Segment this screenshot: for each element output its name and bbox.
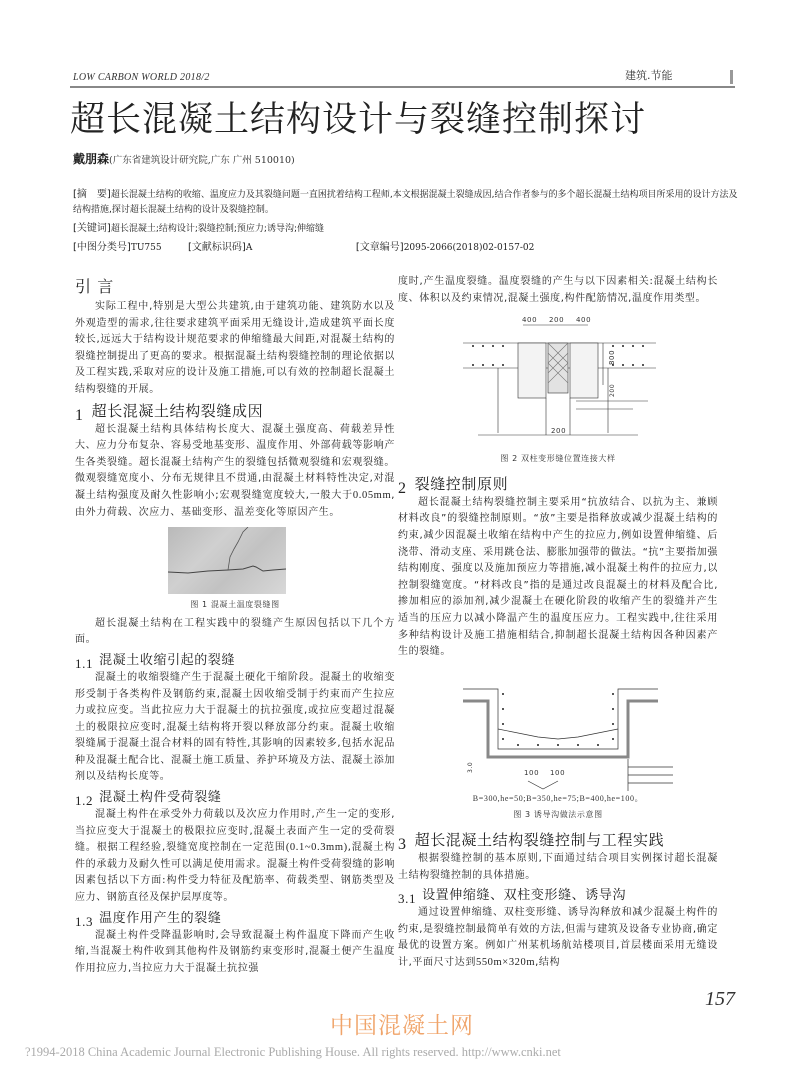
abstract-label: [摘 要] bbox=[73, 189, 111, 200]
section-1-1-heading bbox=[75, 651, 395, 670]
section-3-1-heading bbox=[398, 886, 718, 905]
causes-intro-paragraph: 超长混凝土结构在工程实践中的裂缝产生原因包括以下几个方面。 bbox=[75, 617, 395, 646]
section-1-2-paragraph bbox=[75, 807, 395, 907]
section-1-2-title: 混凝土构件受荷裂缝 bbox=[99, 790, 222, 806]
keywords-label: [关键词] bbox=[73, 223, 111, 234]
section-3-1-title: 设置伸缩缝、双柱变形缝、诱导沟 bbox=[422, 888, 627, 904]
section-1-1-number: 1.1 bbox=[75, 655, 94, 671]
section-1-1-paragraph: 混凝土的收缩裂缝产生于混凝土硬化干缩阶段。混凝土的收缩变形受制于各类构件及钢筋约束,混凝土因收缩受制于约束而产生拉应力或拉应变。当此拉应力大于混凝土的抗拉强度,或拉应变超过混凝土的极限拉应变时,混凝土结构将开裂以释放部分约束。混凝土收缩裂缝属于混凝土混合材料的固有特性,其影响的因素较多,包括水泥品种及混凝土配合比、混凝土施工质量、养护环境及方法、混凝土添加剂以及结构长度等。 bbox=[75, 671, 395, 783]
right-column bbox=[398, 274, 718, 971]
keywords bbox=[73, 221, 738, 237]
fig2-dim-5: 200 bbox=[609, 383, 616, 398]
section-1-3-continued: 度时,产生温度裂缝。温度裂缝的产生与以下因素相关:混凝土结构长度、体积以及约束情况,混凝土强度,构件配筋情况,温度作用类型。 bbox=[398, 276, 718, 304]
article-no-label: [文章编号] bbox=[355, 242, 404, 253]
figure-1-crack-photo bbox=[168, 527, 286, 594]
fig2-dim-1: 400 bbox=[522, 316, 538, 325]
section-3-heading bbox=[398, 830, 718, 851]
fig3-dim-2: 100 bbox=[550, 768, 566, 777]
fig3-dim-3: 3.0 bbox=[467, 761, 474, 773]
figure-2-drawing bbox=[458, 313, 658, 451]
crack-width-range: (0.1~0.3mm) bbox=[285, 842, 348, 854]
doc-code-label: [文献标识码] bbox=[188, 242, 246, 253]
section-1-3-title: 温度作用产生的裂缝 bbox=[99, 910, 222, 926]
clc-value: TU755 bbox=[130, 243, 162, 253]
author-line bbox=[73, 150, 295, 167]
section-1-2-number: 1.2 bbox=[75, 793, 94, 809]
figure-3-svg bbox=[458, 669, 688, 791]
fig3-dim-1: 100 bbox=[524, 768, 540, 777]
section-3-title: 超长混凝土结构裂缝控制与工程实践 bbox=[414, 830, 665, 849]
abstract bbox=[73, 187, 738, 218]
section-3-1-text-b: ,结构 bbox=[535, 956, 561, 968]
figure-3-note: B=300,he=50;B=350,he=75;B=400,he=100。 bbox=[472, 793, 644, 803]
clc-label: [中图分类号] bbox=[73, 242, 131, 253]
section-3-paragraph: 根据裂缝控制的基本原则,下面通过结合项目实例探讨超长混凝土结构裂缝控制的具体措施。 bbox=[398, 852, 718, 881]
section-tag-bar bbox=[730, 70, 733, 84]
fig2-dim-4: 800 bbox=[608, 350, 616, 366]
crack-width-value: 0.05mm bbox=[352, 489, 392, 501]
section-2-title: 裂缝控制原则 bbox=[414, 474, 509, 493]
section-3-number: 3 bbox=[398, 835, 407, 853]
section-1-text-a: 超长混凝土结构具体结构长度大、混凝土强度高、荷载差异性大、应力分布复杂、容易受地基变形、温度作用、外部荷载等影响产生各类裂缝。超长混凝土结构产生的裂缝包括微观裂缝和宏观裂缝。微观裂缝宽度小、分布无规律且不贯通,由混凝土材料特性决定,对混凝土结构强度及耐久性影响小;宏观裂缝宽度较大,一般大于 bbox=[75, 423, 395, 501]
section-tag: 建筑.节能 bbox=[625, 69, 673, 82]
section-1-1-title: 混凝土收缩引起的裂缝 bbox=[99, 652, 236, 668]
section-1-3-paragraph: 混凝土构件受降温影响时,会导致混凝土构件温度下降而产生收缩,当混凝土构件收到其他构件及钢筋约束变形时,混凝土便产生温度作用拉应力,当拉应力大于混凝土抗拉强 bbox=[75, 929, 395, 974]
figure-2-svg bbox=[458, 313, 658, 451]
section-1-3-number: 1.3 bbox=[75, 913, 94, 929]
author-affiliation: (广东省建筑设计研究院,广东 广州 510010) bbox=[109, 155, 295, 166]
article-no-value: 2095-2066(2018)02-0157-02 bbox=[403, 243, 535, 253]
doc-code-value: A bbox=[245, 243, 253, 253]
keywords-text: 超长混凝土;结构设计;裂缝控制;预应力;诱导沟;伸缩缝 bbox=[110, 224, 324, 234]
crack-lines bbox=[168, 527, 286, 594]
page-number: 157 bbox=[705, 988, 735, 1010]
section-3-1-paragraph bbox=[398, 905, 718, 971]
fig2-dim-6: 200 bbox=[551, 427, 567, 436]
section-1-2-text-a: 混凝土构件在承受外力荷载以及次应力作用时,产生一定的变形,当拉应变大于混凝土的极限拉应变时,混凝土表面产生一定的受荷裂缝。根据工程经验,裂缝宽度控制在一定范围 bbox=[75, 809, 395, 854]
section-1-3-heading bbox=[75, 909, 395, 928]
section-1-paragraph bbox=[75, 422, 395, 522]
section-2-paragraph: 超长混凝土结构裂缝控制主要采用“抗放结合、以抗为主、兼顾材料改良”的裂缝控制原则。“放”主要是指释放或减少混凝土结构的约束,减少因混凝土收缩在结构中产生的拉应力,例如设置伸缩缝、后浇带、滑动支座、采用跳仓法、膨胀加强带的做法。“抗”主要指加强结构刚度、强度以及施加预应力等措施,减小混凝土构件的拉应力,以控制裂缝宽度。“材料改良”指的是通过改良混凝土的材料及配合比,掺加相应的添加剂,减少混凝土在硬化阶段的收缩产生的裂缝并产生适当的压应力以减小降温产生的温度压应力。工程实践中,往往采用多种结构设计及施工措施相结合,抑制超长混凝土结构因各种因素产生的裂缝。 bbox=[398, 496, 718, 658]
section-1-text-b: ,由外力荷载、次应力、基础变形、温差变化等原因产生。 bbox=[75, 489, 395, 518]
section-1-2-text-b: ,混凝土构件的承载力及耐久性可以满足使用需求。混凝土构件受荷裂缝的影响因素包括以下方面:构件受力特征及配筋率、荷载类型、钢筋类型及应力、钢筋直径及保护层厚度等。 bbox=[75, 842, 395, 904]
fig2-dim-3: 400 bbox=[576, 316, 592, 325]
abstract-text: 超长混凝土结构的收缩、温度应力及其裂缝问题一直困扰着结构工程师,本文根据混凝土裂缝成因,结合作者参与的多个超长混凝土结构项目所采用的设计方法及结构措施,探讨超长混凝土结构的设计及裂缝控制。 bbox=[73, 190, 738, 215]
section-1-number: 1 bbox=[75, 406, 84, 424]
section-3-1-number: 3.1 bbox=[398, 891, 417, 907]
figure-3-drawing bbox=[458, 669, 688, 791]
intro-heading: 引 言 bbox=[75, 277, 114, 296]
section-2-number: 2 bbox=[398, 479, 407, 497]
classification-row bbox=[73, 240, 738, 256]
article-title: 超长混凝土结构设计与裂缝控制探讨 bbox=[70, 100, 647, 140]
section-1-2-heading bbox=[75, 788, 395, 807]
author-name: 戴朋森 bbox=[73, 152, 110, 166]
header-rule bbox=[70, 86, 735, 88]
section-3-1-text-a: 通过设置伸缩缝、双柱变形缝、诱导沟释放和减少混凝土构件的约束,是裂缝控制最简单有效的方法,但需与建筑及设备专业协商,确定最优的设置方案。例如广州某机场航站楼项目,首层楼面采用无缝设计,平面尺寸达到 bbox=[398, 907, 718, 968]
section-2-heading bbox=[398, 474, 718, 495]
intro-paragraph: 实际工程中,特别是大型公共建筑,由于建筑功能、建筑防水以及外观造型的需求,往往要求建筑平面采用无缝设计,造成建筑平面长度较长,远远大于结构设计规范要求的伸缩缝最大间距,对混凝土结构的裂缝控制提出了更高的要求。根据混凝土结构裂缝控制的理论依据以及工程实践,采取对应的设计及施工措施,可以有效的控制超长混凝土结构裂缝的开展。 bbox=[75, 301, 395, 395]
section-1-heading bbox=[75, 401, 395, 422]
section-1-title: 超长混凝土结构裂缝成因 bbox=[91, 401, 264, 420]
copyright-line: ?1994-2018 China Academic Journal Electronic Publishing House. All rights reserved. http://www.cnki.net bbox=[25, 1045, 561, 1059]
watermark-logo: 中国混凝土网 bbox=[330, 1013, 474, 1039]
figure-1-caption: 图 1 混凝土温度裂缝图 bbox=[190, 600, 280, 610]
figure-2-caption: 图 2 双柱变形缝位置连接大样 bbox=[500, 454, 616, 464]
fig2-dim-2: 200 bbox=[549, 316, 565, 325]
plan-size-value: 550m×320m bbox=[475, 956, 536, 968]
journal-name: LOW CARBON WORLD 2018/2 bbox=[73, 72, 210, 83]
figure-3-caption: 图 3 诱导沟做法示意图 bbox=[513, 810, 603, 820]
left-column bbox=[75, 277, 395, 977]
